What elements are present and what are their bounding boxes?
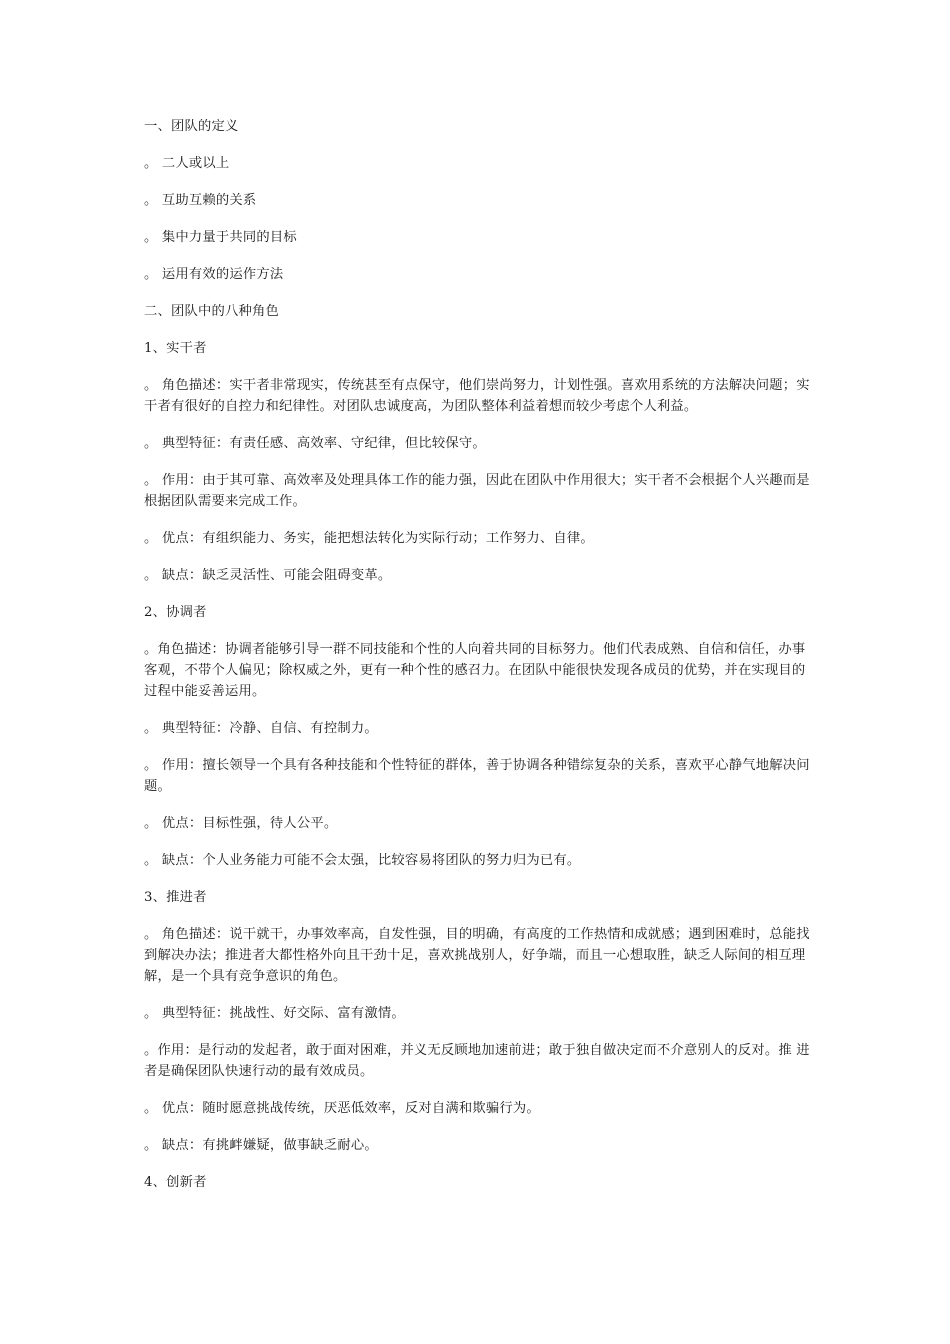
- paragraph: 。 典型特征：冷静、自信、有控制力。: [144, 721, 378, 736]
- paragraph: 。 优点：随时愿意挑战传统，厌恶低效率，反对自满和欺骗行为。: [144, 1101, 540, 1116]
- role-heading-shaper: 3、推进者: [144, 890, 207, 905]
- paragraph: 。 角色描述：说干就干，办事效率高，自发性强，目的明确，有高度的工作热情和成就感；遇到困难时，总能找到解决办法；推进者大都性格外向且干劲十足，喜欢挑战别人，好争端，而且一心想取胜，缺乏人际间的相互理解，是一个具有竞争意识的角色。: [144, 927, 810, 984]
- paragraph: 。 缺点：缺乏灵活性、可能会阻碍变革。: [144, 568, 392, 583]
- paragraph: 。角色描述：协调者能够引导一群不同技能和个性的人向着共同的目标努力。他们代表成熟、自信和信任，办事客观，不带个人偏见；除权威之外，更有一种个性的感召力。在团队中能很快发现各成员的优势，并在实现目的过程中能妥善运用。: [144, 642, 806, 699]
- paragraph: 。作用：是行动的发起者，敢于面对困难，并义无反顾地加速前进；敢于独自做决定而不介意别人的反对。推 进者是确保团队快速行动的最有效成员。: [144, 1043, 810, 1079]
- section-heading-team-definition: 一、团队的定义: [144, 119, 239, 134]
- role-heading-coordinator: 2、协调者: [144, 605, 207, 620]
- paragraph: 。 缺点：有挑衅嫌疑，做事缺乏耐心。: [144, 1138, 378, 1153]
- paragraph: 。 角色描述：实干者非常现实，传统甚至有点保守，他们崇尚努力，计划性强。喜欢用系统的方法解决问题；实干者有很好的自控力和纪律性。对团队忠诚度高，为团队整体利益着想而较少考虑个人利益。: [144, 378, 810, 414]
- paragraph: 。 作用：擅长领导一个具有各种技能和个性特征的群体，善于协调各种错综复杂的关系，喜欢平心静气地解决问题。: [144, 758, 810, 794]
- list-item: 。 运用有效的运作方法: [144, 267, 284, 282]
- role-heading-implementer: 1、实干者: [144, 341, 207, 356]
- list-item: 。 二人或以上: [144, 156, 230, 171]
- list-item: 。 互助互赖的关系: [144, 193, 257, 208]
- paragraph: 。 优点：有组织能力、务实，能把想法转化为实际行动；工作努力、自律。: [144, 531, 594, 546]
- section-heading-eight-roles: 二、团队中的八种角色: [144, 304, 279, 319]
- paragraph: 。 优点：目标性强，待人公平。: [144, 816, 338, 831]
- paragraph: 。 缺点：个人业务能力可能不会太强，比较容易将团队的努力归为已有。: [144, 853, 581, 868]
- paragraph: 。 作用：由于其可靠、高效率及处理具体工作的能力强，因此在团队中作用很大；实干者不会根据个人兴趣而是根据团队需要来完成工作。: [144, 473, 810, 509]
- list-item: 。 集中力量于共同的目标: [144, 230, 297, 245]
- document-page: [144, 116, 812, 1209]
- role-heading-plant: 4、创新者: [144, 1175, 207, 1190]
- paragraph: 。 典型特征：有责任感、高效率、守纪律，但比较保守。: [144, 436, 486, 451]
- paragraph: 。 典型特征：挑战性、好交际、富有激情。: [144, 1006, 405, 1021]
